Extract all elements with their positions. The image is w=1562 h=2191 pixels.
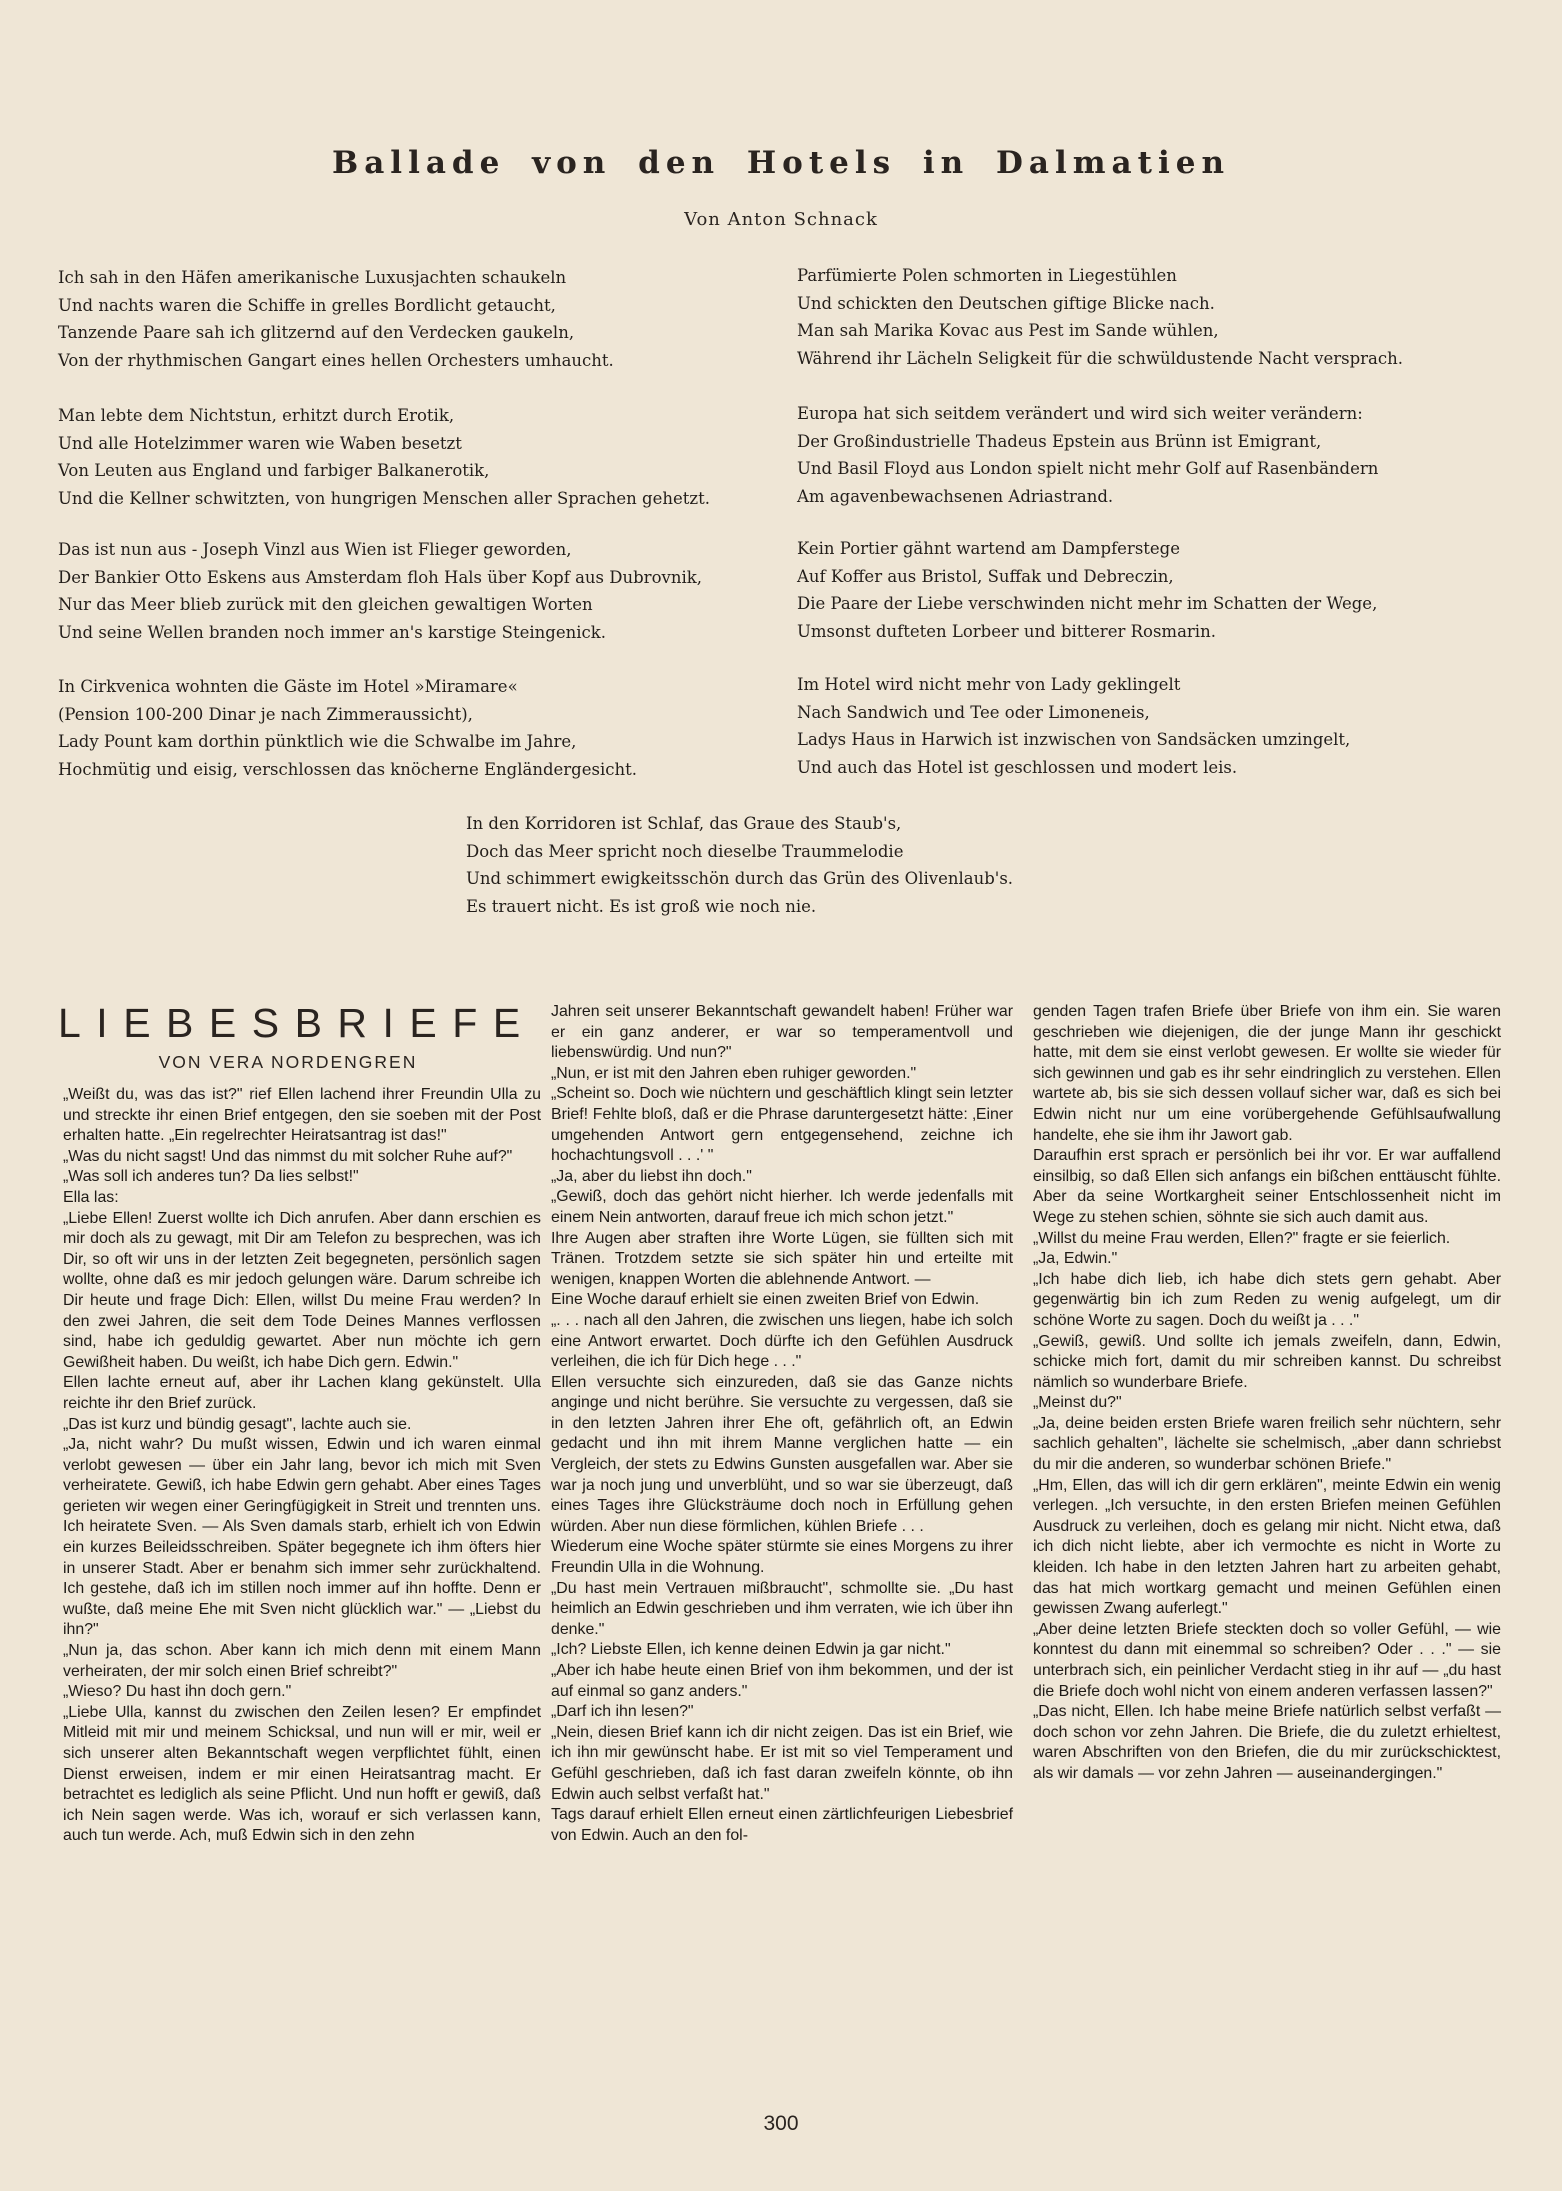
story-paragraph: „Ja, aber du liebst ihn doch." (551, 1167, 752, 1185)
story-paragraph: Ihre Augen aber straften ihre Worte Lügen, sie füllten sich mit Tränen. Trotzdem setzte sie sich später hin und erteilte mit wenigen, knappen Worten die ablehnende Antwort. — (551, 1229, 1013, 1288)
story-paragraph: „Gewiß, gewiß. Und sollte ich jemals zweifeln, dann, Edwin, schicke mich fort, damit du mir schreiben kannst. Du schreibst nämlich so wunderbare Briefe. (1033, 1332, 1501, 1391)
story-paragraph: „Weißt du, was das ist?" rief Ellen lachend ihrer Freundin Ulla zu und streckte ihr einen Brief entgegen, den sie soeben mit der Post erhalten hatte. „Ein regelrechter Heiratsantrag ist das!" (63, 1086, 541, 1145)
story-paragraph: „Darf ich ihn lesen?" (551, 1703, 694, 1721)
verse-line: Und Basil Floyd aus London spielt nicht mehr Golf auf Rasenbändern (797, 459, 1379, 478)
ballad-stanza (797, 400, 1378, 510)
verse-line: Parfümierte Polen schmorten in Liegestühlen (797, 266, 1177, 285)
page-number: 300 (763, 2112, 799, 2135)
story-paragraph: „Das nicht, Ellen. Ich habe meine Briefe natürlich selbst verfaßt — doch schon vor zehn Jahren. Die Briefe, die du zuletzt erhieltest, waren Abschriften von den Briefen, die du mir zurückschicktest, als wir damals — vor zehn Jahren — auseinandergingen." (1033, 1703, 1501, 1782)
verse-line: Am agavenbewachsenen Adriastrand. (797, 486, 1114, 506)
story-paragraph: Ella las: (63, 1188, 119, 1206)
story-paragraph: „Aber deine letzten Briefe steckten doch so voller Gefühl, — wie konntest du dann mit einemmal so schreiben? Oder . . ." — sie unterbrach sich, ein peinlicher Verdacht stieg in ihr auf — „du hast die Briefe doch wohl nicht von einem anderen verfassen lassen?" (1033, 1620, 1501, 1700)
verse-line: In den Korridoren ist Schlaf, das Graue des Staub's, (466, 814, 902, 833)
story-paragraph: „Ich habe dich lieb, ich habe dich stets gern gehabt. Aber gegenwärtig bin ich zum Reden zu wenig aufgelegt, um dir schöne Worte zu sagen. Doch du weißt ja . . ." (1033, 1270, 1501, 1329)
story-paragraph: „Nun ja, das schon. Aber kann ich mich denn mit einem Mann verheiraten, der mir solch einen Brief schreibt?" (63, 1642, 541, 1680)
verse-line: (Pension 100-200 Dinar je nach Zimmeraussicht), (58, 704, 473, 724)
verse-line: Ladys Haus in Harwich ist inzwischen von Sandsäcken umzingelt, (797, 730, 1351, 749)
verse-line: Nur das Meer blieb zurück mit den gleichen gewaltigen Worten (58, 595, 593, 614)
verse-line: Von der rhythmischen Gangart eines hellen Orchesters umhaucht. (58, 350, 614, 370)
story-author: VON VERA NORDENGREN (158, 1052, 418, 1072)
story-paragraph: „Aber ich habe heute einen Brief von ihm bekommen, und der ist auf einmal so ganz anders." (551, 1662, 1013, 1700)
verse-line: Der Bankier Otto Eskens aus Amsterdam floh Hals über Kopf aus Dubrovnik, (58, 567, 702, 587)
verse-line: Die Paare der Liebe verschwinden nicht mehr im Schatten der Wege, (797, 594, 1378, 613)
verse-line: Und alle Hotelzimmer waren wie Waben besetzt (58, 433, 462, 453)
verse-line: Und schimmert ewigkeitsschön durch das Grün des Olivenlaub's. (466, 869, 1014, 888)
verse-line: Lady Pount kam dorthin pünktlich wie die Schwalbe im Jahre, (58, 732, 577, 751)
verse-line: Und die Kellner schwitzten, von hungrigen Menschen aller Sprachen gehetzt. (58, 488, 710, 508)
verse-line: Nach Sandwich und Tee oder Limoneneis, (797, 702, 1150, 722)
story-paragraph: „Hm, Ellen, das will ich dir gern erklären", meinte Edwin ein wenig verlegen. „Ich versuchte, in den ersten Briefen meinen Gefühlen Ausdruck zu verleihen, doch es gelang mir nicht. Nicht etwa, daß ich dich nicht liebte, aber ich vermochte es nicht in Worte zu kleiden. Ich habe in den letzten Jahren hart zu arbeiten gehabt, das hat mich wortkarg gemacht und meinen Gefühlen einen gewissen Zwang auferlegt." (1033, 1476, 1501, 1618)
verse-line: Und nachts waren die Schiffe in grelles Bordlicht getaucht, (58, 295, 556, 315)
story-column-1 (63, 1085, 541, 1847)
verse-line: Und seine Wellen branden noch immer an's karstige Steingenick. (58, 622, 607, 642)
story-paragraph: „Scheint so. Doch wie nüchtern und geschäftlich klingt sein letzter Brief! Fehlte bloß, daß er die Phrase daruntergesetzt hätte: ‚Einer umgehenden Antwort gern entgegensehend, zeichne ich hochachtungsvoll . . .' " (551, 1085, 1013, 1165)
story-paragraph: „Gewiß, doch das gehört nicht hierher. Ich werde jedenfalls mit einem Nein antworten, darauf freue ich mich schon jetzt." (551, 1188, 1013, 1226)
ballad-title: Ballade von den Hotels in Dalmatien (332, 145, 1230, 181)
verse-line: Doch das Meer spricht noch dieselbe Traummelodie (466, 841, 904, 861)
verse-line: Umsonst dufteten Lorbeer und bitterer Rosmarin. (797, 621, 1216, 641)
verse-line: Der Großindustrielle Thadeus Epstein aus Brünn ist Emigrant, (797, 431, 1322, 451)
story-paragraph: Ellen lachte erneut auf, aber ihr Lachen klang gekünstelt. Ulla reichte ihr den Brief zurück. (63, 1374, 541, 1412)
ballad-final-stanza (466, 810, 1013, 920)
verse-line: Auf Koffer aus Bristol, Suffak und Debreczin, (797, 566, 1174, 586)
story-paragraph: „Willst du meine Frau werden, Ellen?" fragte er sie feierlich. (1033, 1229, 1451, 1247)
story-paragraph: „. . . nach all den Jahren, die zwischen uns liegen, habe ich solch eine Antwort erwartet. Doch dürfte ich den Gefühlen Ausdruck verleihen, die ich für Dich hege . . ." (551, 1311, 1013, 1371)
verse-line: In Cirkvenica wohnten die Gäste im Hotel »Miramare« (58, 677, 518, 696)
ballad-stanza (797, 671, 1350, 781)
story-paragraph: Jahren seit unserer Bekanntschaft gewandelt haben! Früher war er ein ganz anderer, er war so temperamentvoll und liebenswürdig. Und nun?" (551, 1003, 1013, 1062)
verse-line: Europa hat sich seitdem verändert und wird sich weiter verändern: (797, 404, 1363, 423)
story-paragraph: „Nun, er ist mit den Jahren eben ruhiger geworden." (551, 1064, 917, 1082)
story-paragraph: Eine Woche darauf erhielt sie einen zweiten Brief von Edwin. (551, 1291, 980, 1309)
story-paragraph: Ellen versuchte sich einzureden, daß sie das Ganze nichts anginge und nicht berühre. Sie versuchte zu vergessen, daß sie in den letzten Jahren ihrer Ehe oft, gefährlich oft, an Edwin gedacht und ihn mit ihrem Manne verglichen hatte — ein Vergleich, der stets zu Edwins Gunsten ausgefallen war. Aber sie war ja noch jung und unverblüht, und so war sie überzeugt, daß eines Tages ihre Glücksträume doch noch in Erfüllung gehen würden. Aber nun diese förmlichen, kühlen Briefe . . . (551, 1373, 1013, 1535)
story-paragraph: „Wieso? Du hast ihn doch gern." (63, 1683, 292, 1701)
story-paragraph: Tags darauf erhielt Ellen erneut einen zärtlichfeurigen Liebesbrief von Edwin. Auch an den fol- (551, 1806, 1013, 1844)
ballad-author: Von Anton Schnack (684, 209, 878, 230)
story-paragraph: Daraufhin erst sprach er persönlich bei ihr vor. Er war auffallend einsilbig, so daß Ellen sich anfangs ein bißchen enttäuscht fühlte. Aber da seine Wortkargheit seiner Entschlossenheit nicht im Wege zu stehen schien, söhnte sie sich auch damit aus. (1033, 1147, 1501, 1226)
story-paragraph: „Ja, Edwin." (1033, 1250, 1118, 1268)
verse-line: Und auch das Hotel ist geschlossen und modert leis. (797, 757, 1238, 777)
story-paragraph: „Du hast mein Vertrauen mißbraucht", schmollte sie. „Du hast heimlich an Edwin geschrieben und ihm verraten, wie ich über ihn denke." (551, 1579, 1013, 1638)
verse-line: Man lebte dem Nichtstun, erhitzt durch Erotik, (58, 406, 455, 425)
story-paragraph: „Was du nicht sagst! Und das nimmst du mit solcher Ruhe auf?" (63, 1147, 513, 1165)
story-paragraph: „Meinst du?" (1033, 1394, 1122, 1412)
story-paragraph: genden Tagen trafen Briefe über Briefe von ihm ein. Sie waren geschrieben wie diejenigen, die der junge Mann ihr geschickt hatte, mit dem sie einst verlobt gewesen. Er wollte sie wieder für sich gewinnen und gab es ihr sehr eindringlich zu verstehen. Ellen wartete ab, bis sie sich dessen vollauf sicher war, daß es sich bei Edwin nicht nur um eine vorübergehende Gefühlsaufwallung handelte, ehe sie ihm ihr Jawort gab. (1033, 1003, 1501, 1144)
story-paragraph: „Nein, diesen Brief kann ich dir nicht zeigen. Das ist ein Brief, wie ich ihn mir gewünscht habe. Er ist mit so viel Temperament und Gefühl geschrieben, daß ich fast daran zweifeln könnte, ob ihn Edwin auch selbst verfaßt hat." (551, 1723, 1013, 1803)
verse-line: Tanzende Paare sah ich glitzernd auf den Verdecken gaukeln, (58, 323, 575, 342)
verse-line: Es trauert nicht. Es ist groß wie noch nie. (466, 896, 817, 916)
story-paragraph: „Ich? Liebste Ellen, ich kenne deinen Edwin ja gar nicht." (551, 1641, 951, 1659)
ballad-stanza (58, 673, 637, 783)
story-title: LIEBESBRIEFE (58, 1000, 536, 1046)
story-paragraph: „Liebe Ulla, kannst du zwischen den Zeilen lesen? Er empfindet Mitleid mit mir und meinem Schicksal, und nun will er mir, weil er sich unserer alten Bekanntschaft wegen verpflichtet fühlt, einen Dienst erweisen, indem er mir einen Heiratsantrag macht. Er betrachtet es lediglich als seine Pflicht. Und nun hofft er gewiß, daß ich Nein sagen werde. Was ich, worauf er sich verlassen kann, auch tun werde. Ach, muß Edwin sich in den zehn (63, 1703, 541, 1845)
verse-line: Hochmütig und eisig, verschlossen das knöcherne Engländergesicht. (58, 759, 637, 779)
ballad-stanza (58, 536, 702, 646)
story-paragraph: Wiederum eine Woche später stürmte sie eines Morgens zu ihrer Freundin Ulla in die Wohnung. (551, 1538, 1013, 1577)
story-column-2 (551, 1002, 1013, 1846)
verse-line: Von Leuten aus England und farbiger Balkanerotik, (58, 461, 490, 480)
verse-line: Und schickten den Deutschen giftige Blicke nach. (797, 293, 1215, 313)
verse-line: Während ihr Lächeln Seligkeit für die schwüldustende Nacht versprach. (797, 348, 1403, 368)
ballad-stanza (58, 402, 710, 512)
verse-line: Man sah Marika Kovac aus Pest im Sande wühlen, (797, 321, 1219, 340)
story-paragraph: „Was soll ich anderes tun? Da lies selbst!" (63, 1168, 359, 1186)
story-paragraph: „Das ist kurz und bündig gesagt", lachte auch sie. (63, 1415, 412, 1433)
verse-line: Im Hotel wird nicht mehr von Lady geklingelt (797, 675, 1181, 694)
ballad-stanza (58, 264, 614, 374)
verse-line: Das ist nun aus - Joseph Vinzl aus Wien ist Flieger geworden, (58, 540, 572, 559)
story-paragraph: „Liebe Ellen! Zuerst wollte ich Dich anrufen. Aber dann erschien es mir doch als zu gewagt, mit Dir am Telefon zu besprechen, was ich Dir, so oft wir uns in der letzten Zeit begegneten, persönlich sagen wollte, ohne daß es mir jedoch gelungen wäre. Darum schreibe ich Dir heute und frage Dich: Ellen, willst Du meine Frau werden? In den zwei Jahren, die seit dem Tode Deines Mannes verflossen sind, habe ich geduldig gewartet. Aber nun möchte ich gern Gewißheit haben. Du weißt, ich habe Dich gern. Edwin." (63, 1209, 541, 1371)
verse-line: Kein Portier gähnt wartend am Dampferstege (797, 539, 1181, 558)
ballad-stanza (797, 535, 1377, 645)
verse-line: Ich sah in den Häfen amerikanische Luxusjachten schaukeln (58, 268, 567, 287)
story-column-3 (1033, 1002, 1501, 1785)
story-paragraph: „Ja, nicht wahr? Du mußt wissen, Edwin und ich waren einmal verlobt gewesen — über ein Jahr lang, bevor ich mich mit Sven verheiratete. Gewiß, ich habe Edwin gern gehabt. Aber eines Tages gerieten wir wegen einer Geringfügigkeit in Streit und trennten uns. Ich heiratete Sven. — Als Sven damals starb, erhielt ich von Edwin ein kurzes Beileidsschreiben. Später begegnete ich ihm öfters hier in unserer Stadt. Aber er benahm sich immer sehr zurückhaltend. Ich gestehe, daß ich im stillen noch immer auf ihn hoffte. Denn er wußte, daß meine Ehe mit Sven nicht glücklich war." — „Liebst du ihn?" (63, 1436, 541, 1639)
story-paragraph: „Ja, deine beiden ersten Briefe waren freilich sehr nüchtern, sehr sachlich gehalten", lächelte sie schelmisch, „aber dann schriebst du mir die anderen, so wunderbar schönen Briefe." (1033, 1414, 1501, 1474)
ballad-stanza (797, 262, 1403, 372)
